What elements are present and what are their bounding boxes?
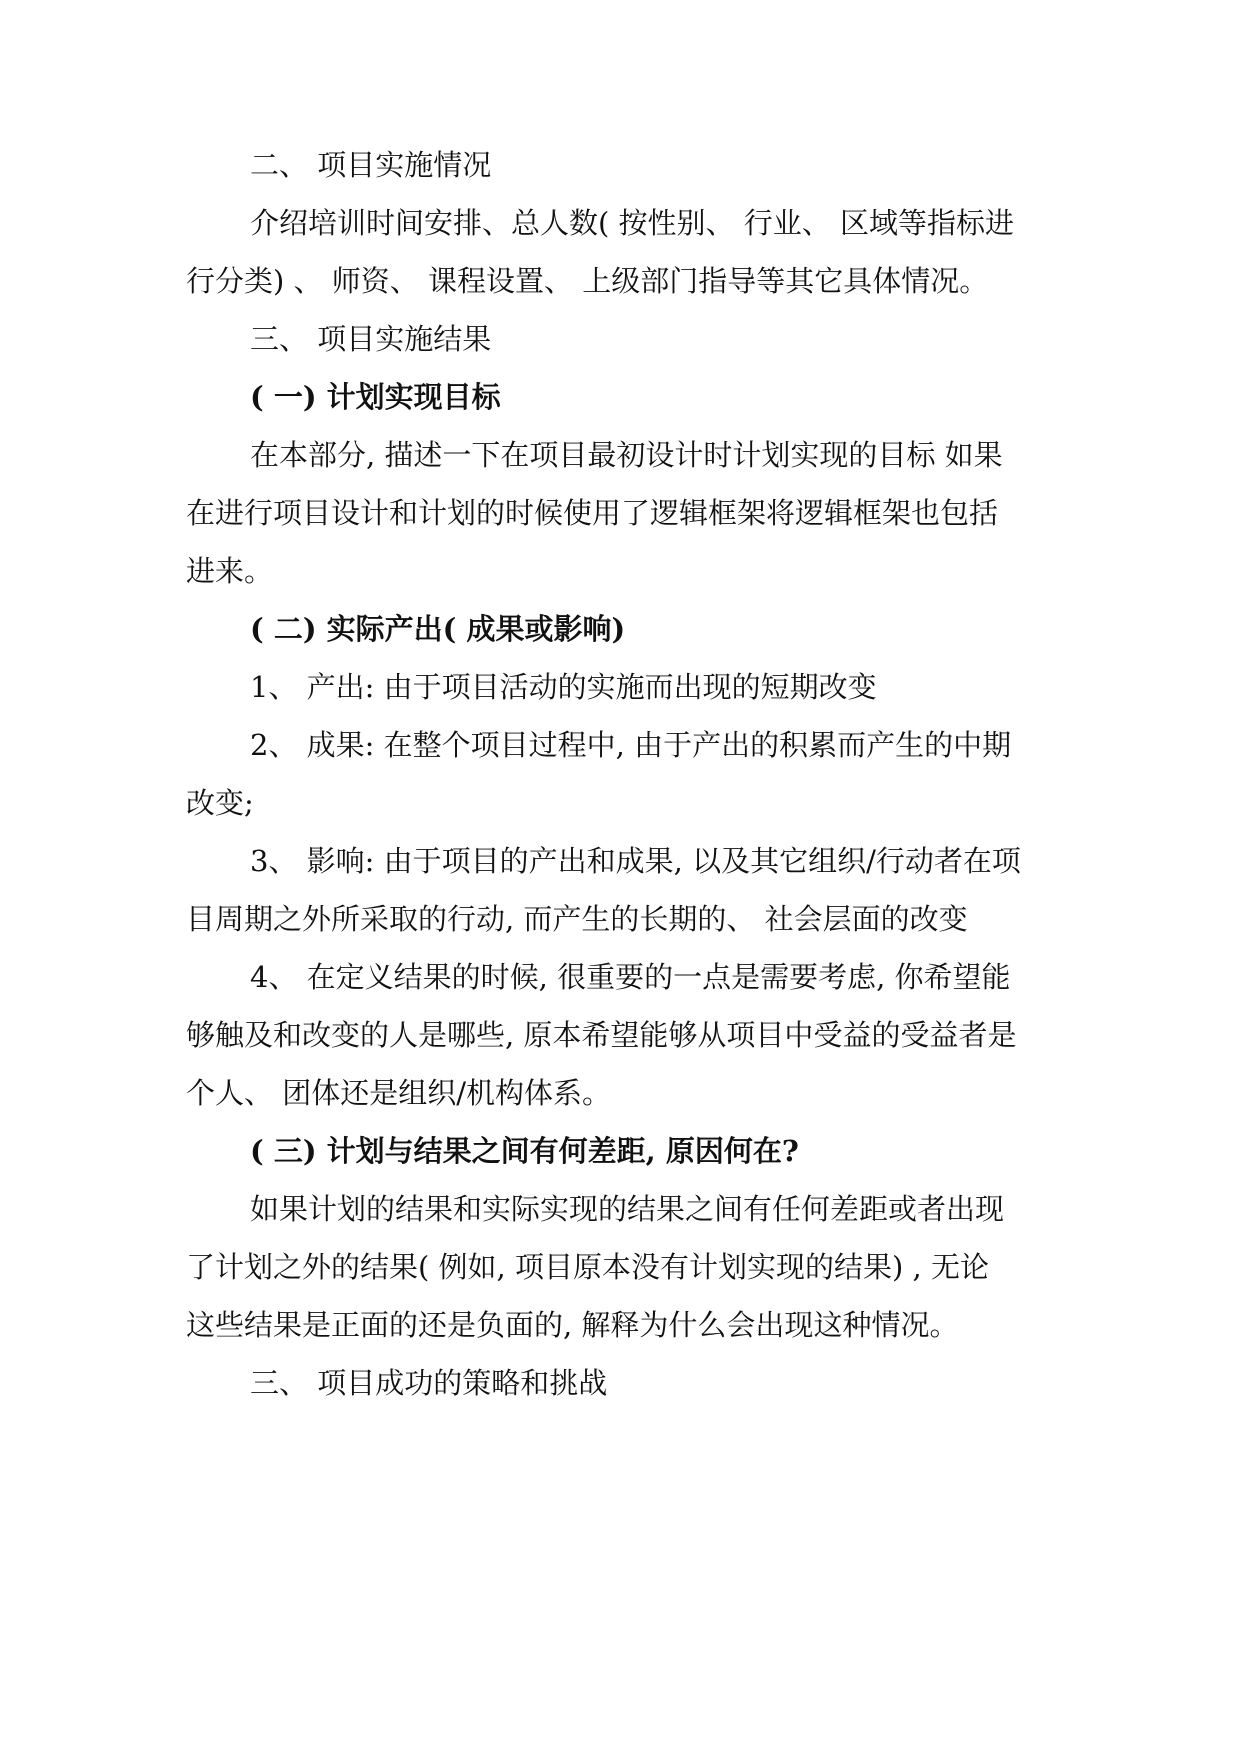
paragraph-line: 在本部分, 描述一下在项目最初设计时计划实现的目标 如果: [250, 438, 1003, 472]
paragraph-line: 个人、 团体还是组织/机构体系。: [186, 1076, 611, 1110]
paragraph-line: 行分类) 、 师资、 课程设置、 上级部门指导等其它具体情况。: [186, 264, 989, 298]
list-item: 1、 产出: 由于项目活动的实施而出现的短期改变: [250, 670, 877, 704]
section-heading-strategy: 三、 项目成功的策略和挑战: [250, 1366, 608, 1400]
paragraph-line: 如果计划的结果和实际实现的结果之间有任何差距或者出现: [250, 1192, 1005, 1226]
list-item: 4、 在定义结果的时候, 很重要的一点是需要考虑, 你希望能: [250, 960, 1011, 994]
section-heading-results: 三、 项目实施结果: [250, 322, 492, 356]
paragraph-line: 这些结果是正面的还是负面的, 解释为什么会出现这种情况。: [186, 1308, 959, 1342]
paragraph-line: 目周期之外所采取的行动, 而产生的长期的、 社会层面的改变: [186, 902, 968, 936]
paragraph-line: 够触及和改变的人是哪些, 原本希望能够从项目中受益的受益者是: [186, 1018, 1017, 1052]
section-heading-implementation: 二、 项目实施情况: [250, 148, 492, 182]
paragraph-line: 在进行项目设计和计划的时候使用了逻辑框架将逻辑框架也包括: [186, 496, 999, 530]
subsection-heading-actual-output: ( 二) 实际产出( 成果或影响): [250, 612, 626, 646]
paragraph-line: 了计划之外的结果( 例如, 项目原本没有计划实现的结果) , 无论: [186, 1250, 989, 1284]
list-item: 3、 影响: 由于项目的产出和成果, 以及其它组织/行动者在项: [250, 844, 1021, 878]
list-item: 2、 成果: 在整个项目过程中, 由于产出的积累而产生的中期: [250, 728, 1012, 762]
paragraph-line: 介绍培训时间安排、总人数( 按性别、 行业、 区域等指标进: [250, 206, 1014, 240]
subsection-heading-gap: ( 三) 计划与结果之间有何差距, 原因何在?: [250, 1134, 799, 1168]
subsection-heading-planned-goals: ( 一) 计划实现目标: [250, 380, 501, 414]
paragraph-line: 进来。: [186, 554, 274, 588]
paragraph-line: 改变;: [186, 786, 254, 820]
